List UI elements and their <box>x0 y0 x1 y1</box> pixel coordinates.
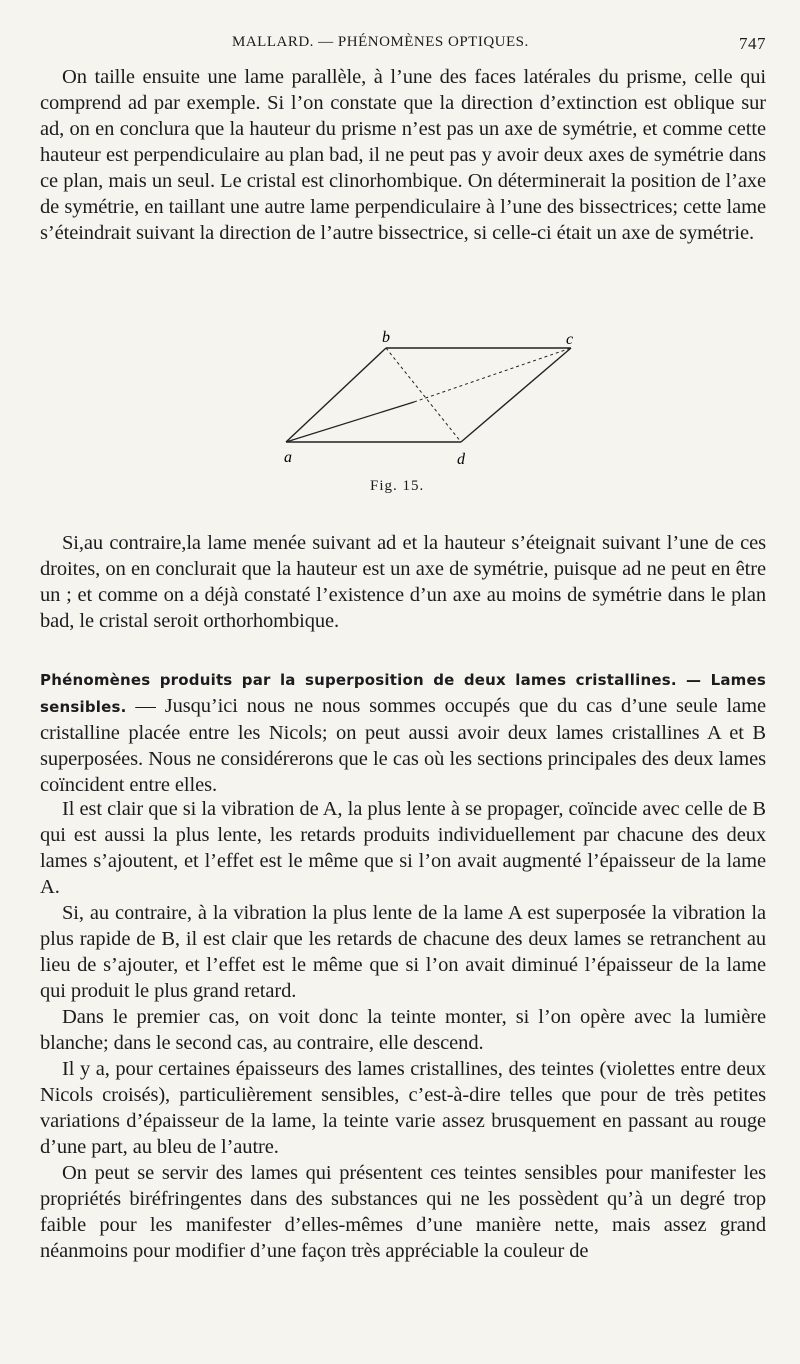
paragraph-8: On peut se servir des lames qui présentent ces teintes sensibles pour manifester les propriétés biréfringentes dans des substances qui ne les possèdent qu’à un degré trop faible pour les manifester d’elles-mêmes d’une manière nette, mais assez grand néanmoins pour modifier d’une façon très appréciable la couleur de <box>40 1162 766 1262</box>
paragraph-1: On taille ensuite une lame parallèle, à l’une des faces latérales du prisme, celle qui comprend ad par exemple. Si l’on constate que la direction d’extinction est oblique sur ad, on en conclura que la hauteur du prisme n’est pas un axe de symétrie, et comme cette hauteur est perpendiculaire au plan bad, il ne peut pas y avoir deux axes de symétrie dans ce plan, mais un seul. Le cristal est clinorhombique. On déterminerait la position de l’axe de symétrie, en taillant une autre lame perpendiculaire à l’une des bissectrices; cette lame s’éteindrait suivant la direction de l’autre bissectrice, si celle-ci était un axe de symétrie. <box>40 66 766 244</box>
label-c: c <box>566 331 574 348</box>
dashed-line-e-c <box>414 348 571 402</box>
paragraph-5: Si, au contraire, à la vibration la plus lente de la lame A est superposée la vibration la plus rapide de B, il est clair que les retards de chacune des deux lames se retranchent au lieu de s’ajouter, et l’effet est le même que si l’on avait diminué l’épaisseur de la lame qui produit le plus grand retard. <box>40 902 766 1002</box>
dashed-line-b-d <box>386 348 461 442</box>
label-d: d <box>457 451 465 468</box>
section-heading: Phénomènes produits par la superposition de deux lames cristallines. — Lames sensibles. <box>40 671 766 716</box>
paragraph-3 <box>40 666 766 798</box>
paragraph-4: Il est clair que si la vibration de A, la plus lente à se propager, coïncide avec celle de B qui est aussi la plus lente, les retards produits individuellement par chacune des deux lames s’ajoutent, et l’effet est le même que si l’on avait augmenté l’épaisseur de la lame A. <box>40 798 766 898</box>
prism-diagram <box>236 330 596 480</box>
running-header <box>36 34 766 56</box>
figure-caption: Fig. 15. <box>370 478 425 494</box>
paragraph-7: Il y a, pour certaines épaisseurs des lames cristallines, des teintes (violettes entre deux Nicols croisés), particulièrement sensibles, c’est-à-dire telles que pour de très petites variations d’épaisseur de la lame, la teinte varie assez brusquement en passant au rouge d’une part, au bleu de l’autre. <box>40 1058 766 1158</box>
figure-15 <box>236 330 596 480</box>
line-a-e <box>286 402 414 442</box>
label-a: a <box>284 449 292 466</box>
page-number: 747 <box>739 34 766 53</box>
paragraph-3-body: — Jusqu’ici nous ne nous sommes occupés que du cas d’une seule lame cristalline placée entre les Nicols; on peut aussi avoir deux lames cristallines A et B superposées. Nous ne considérerons que le cas où les sections principales des deux lames coïncident entre elles. <box>40 695 766 796</box>
running-title: MALLARD. — PHÉNOMÈNES OPTIQUES. <box>232 34 529 50</box>
paragraph-2: Si,au contraire,la lame menée suivant ad et la hauteur s’éteignait suivant l’une de ces droites, on en conclurait que la hauteur est un axe de symétrie, puisque ad ne peut en être un ; et comme on a déjà constaté l’existence d’un axe au moins de symétrie dans le plan bad, le cristal seroit orthorhombique. <box>40 532 766 632</box>
line-a-b <box>286 348 386 442</box>
line-c-d <box>461 348 571 442</box>
label-b: b <box>382 330 390 346</box>
paragraph-6: Dans le premier cas, on voit donc la teinte monter, si l’on opère avec la lumière blanche; dans le second cas, au contraire, elle descend. <box>40 1006 766 1054</box>
